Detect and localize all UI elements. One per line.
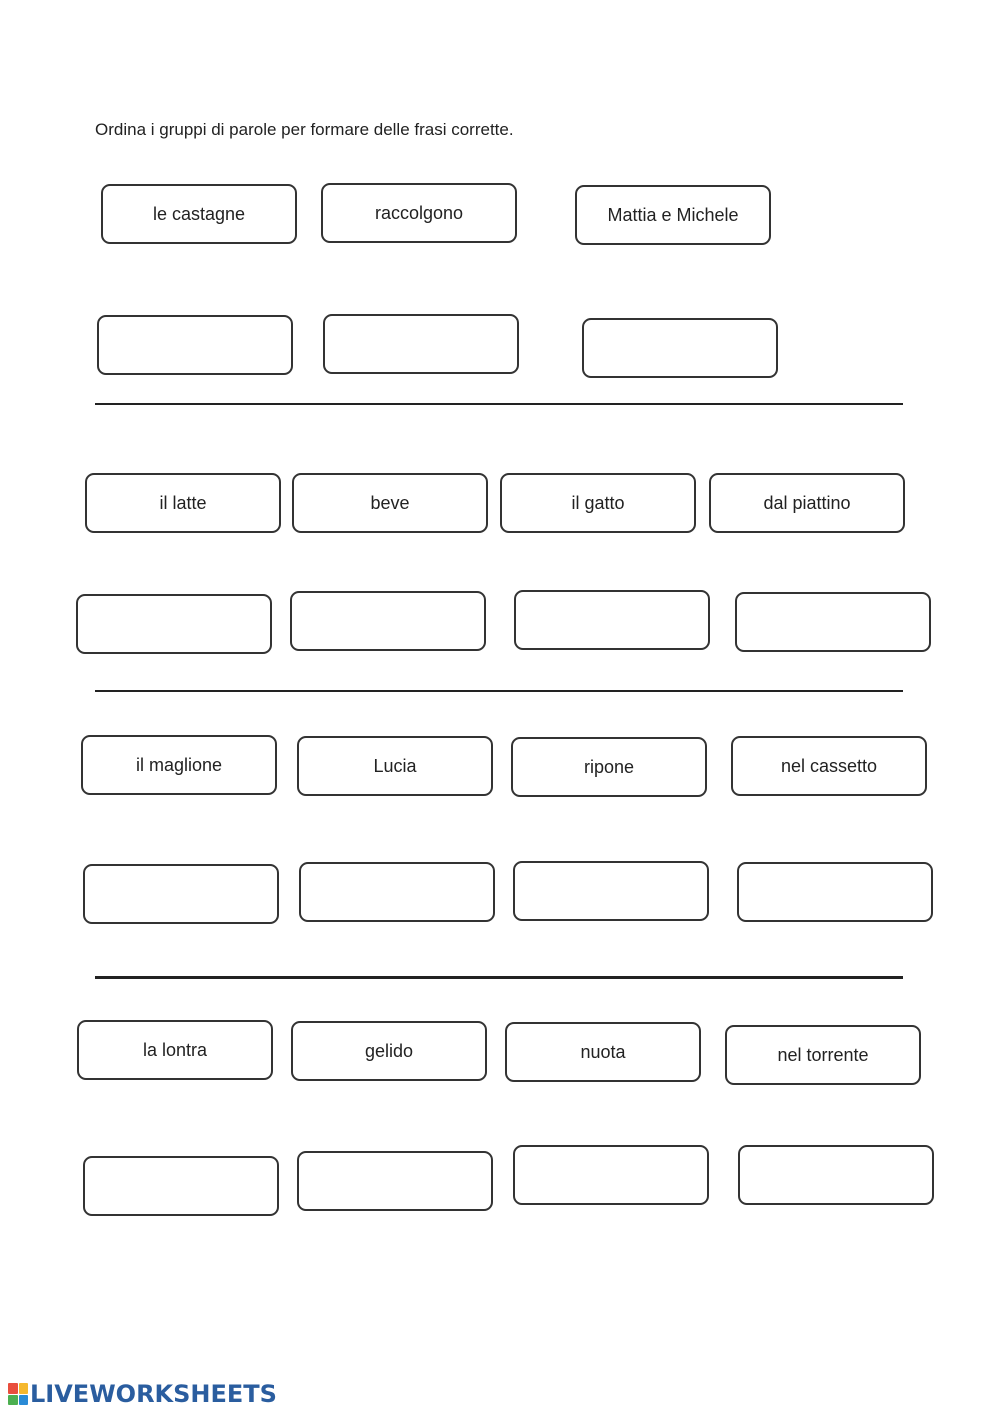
answer-slot[interactable] <box>323 314 519 374</box>
divider-line <box>95 976 903 979</box>
word-tile[interactable]: il gatto <box>500 473 696 533</box>
answer-slot[interactable] <box>83 864 279 924</box>
word-tile[interactable]: beve <box>292 473 488 533</box>
divider-line <box>95 403 903 405</box>
answer-slot[interactable] <box>514 590 710 650</box>
word-tile[interactable]: il maglione <box>81 735 277 795</box>
word-tile[interactable]: gelido <box>291 1021 487 1081</box>
brand-name: LIVEWORKSHEETS <box>30 1380 277 1408</box>
answer-slot[interactable] <box>97 315 293 375</box>
word-tile[interactable]: nel torrente <box>725 1025 921 1085</box>
word-tile[interactable]: dal piattino <box>709 473 905 533</box>
answer-slot[interactable] <box>297 1151 493 1211</box>
answer-slot[interactable] <box>290 591 486 651</box>
word-tile[interactable]: Mattia e Michele <box>575 185 771 245</box>
word-tile[interactable]: la lontra <box>77 1020 273 1080</box>
answer-slot[interactable] <box>299 862 495 922</box>
instruction-text: Ordina i gruppi di parole per formare delle frasi corrette. <box>95 120 514 139</box>
divider-line <box>95 690 903 692</box>
answer-slot[interactable] <box>513 861 709 921</box>
word-tile[interactable]: ripone <box>511 737 707 797</box>
answer-slot[interactable] <box>737 862 933 922</box>
word-tile[interactable]: nel cassetto <box>731 736 927 796</box>
footer-brand <box>8 1380 277 1408</box>
word-tile[interactable]: il latte <box>85 473 281 533</box>
answer-slot[interactable] <box>735 592 931 652</box>
liveworksheets-logo-icon <box>8 1383 28 1405</box>
word-tile[interactable]: nuota <box>505 1022 701 1082</box>
answer-slot[interactable] <box>738 1145 934 1205</box>
answer-slot[interactable] <box>513 1145 709 1205</box>
word-tile[interactable]: raccolgono <box>321 183 517 243</box>
answer-slot[interactable] <box>582 318 778 378</box>
answer-slot[interactable] <box>76 594 272 654</box>
word-tile[interactable]: Lucia <box>297 736 493 796</box>
answer-slot[interactable] <box>83 1156 279 1216</box>
word-tile[interactable]: le castagne <box>101 184 297 244</box>
